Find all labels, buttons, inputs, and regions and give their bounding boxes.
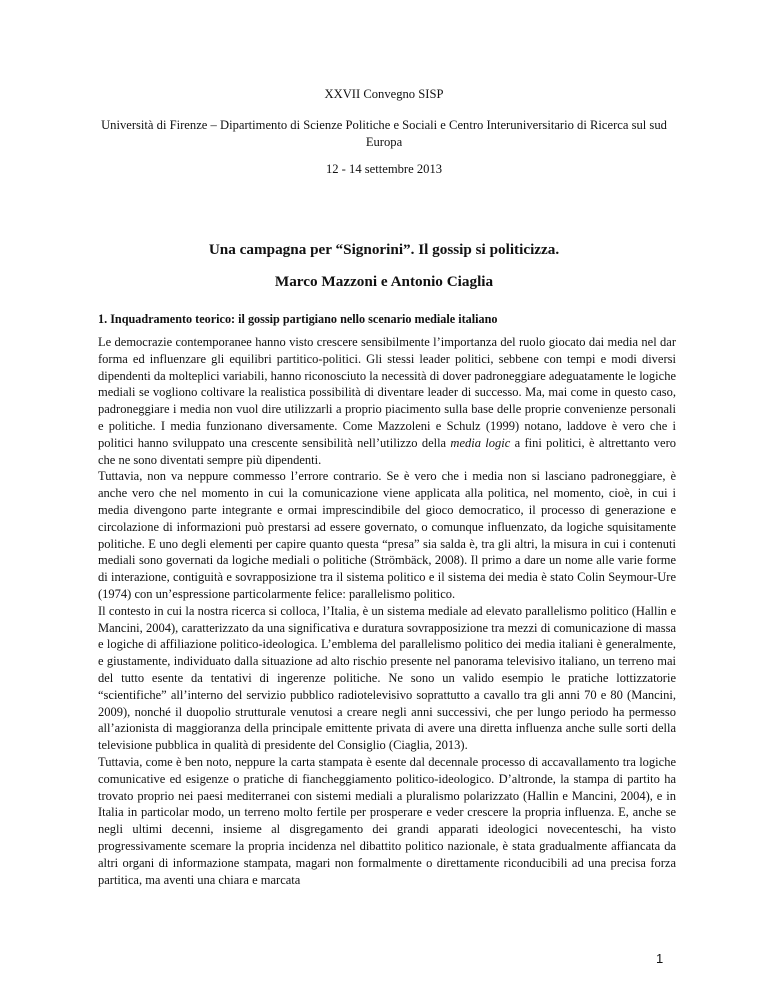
- paragraph-1: [98, 334, 676, 468]
- section-heading: 1. Inquadramento teorico: il gossip partigiano nello scenario mediale italiano: [98, 312, 498, 326]
- university-affiliation: Università di Firenze – Dipartimento di Scienze Politiche e Sociali e Centro Interuniversitario di Ricerca sul sud Europa: [101, 118, 667, 149]
- paper-title: Una campagna per “Signorini”. Il gossip si politicizza.: [208, 241, 560, 258]
- conference-name: XXVII Convegno SISP: [324, 87, 444, 101]
- paper-authors: Marco Mazzoni e Antonio Ciaglia: [274, 273, 494, 290]
- conference-dates: 12 - 14 settembre 2013: [325, 162, 443, 176]
- media-logic-term: media logic: [450, 435, 511, 450]
- page-number: 1: [656, 951, 664, 966]
- paragraph-4: Tuttavia, come è ben noto, neppure la carta stampata è esente dal decennale processo di accavallamento tra logiche comunicative ed esigenze o pratiche di fiancheggiamento politico-ideologico. D’altronde, la stampa di partito ha trovato proprio nei paesi mediterranei con sistemi mediali a pluralismo polarizzato (Hallin e Mancini, 2004), e in Italia in particolar modo, un terreno molto fertile per prosperare e veder crescere la propria influenza. E, anche se negli ultimi decenni, insieme al disgregamento dei grandi apparati ideologici novecenteschi, ha visto progressivamente scemare la propria incidenza nel dibattito politico nazionale, è stata gradualmente affiancata da altri organi di informazione stampata, magari non formalmente o direttamente riconducibili ad una precisa forza partitica, ma aventi una chiara e marcata: [98, 754, 676, 887]
- paragraph-1-text: Le democrazie contemporanee hanno visto crescere sensibilmente l’importanza del ruolo giocato dai media nel dar forma ed influenzare gli equilibri partitico-politici. Gli stessi leader politici, sebbene con tempi e modi diversi dipendenti da molteplici variabili, hanno riconosciuto la necessità di dover padroneggiare adeguatamente le logiche mediali se vogliono coltivare la realistica possibilità di diventare leader di successo. Ma, mai come in questo caso, padroneggiare i media non vuol dire utilizzarli a proprio piacimento sulla base delle proprie convenienze personali e politiche. I media funzionano diversamente. Come Mazzoleni e Schulz (1999) notano, laddove è vero che i politici hanno sviluppato una crescente sensibilità nell’utilizzo della: [98, 335, 676, 450]
- paragraph-3: Il contesto in cui la nostra ricerca si colloca, l’Italia, è un sistema mediale ad elevato parallelismo politico (Hallin e Mancini, 2004), caratterizzato da una significativa e duratura sovrapposizione tra mezzi di comunicazione di massa e logiche di affiliazione politico-ideologica. L’emblema del parallelismo politico dei media italiani è generalmente, e giustamente, individuato dalla situazione ad alto rischio presente nel panorama televisivo italiano, un terreno mai del tutto esente da tentativi di ingerenze politiche. Ne sono un valido esempio le pratiche lottizzatorie “scientifiche” all’interno del servizio pubblico radiotelevisivo soprattutto a cavallo tra gli anni 70 e 80 (Mancini, 2009), nonché il duopolio strutturale venutosi a creare negli anni successivi, che per lungo periodo ha permesso all’azionista di maggioranza della principale emittente privata di avere una diretta influenza anche sulle sorti della televisione pubblica in qualità di presidente del Consiglio (Ciaglia, 2013).: [98, 603, 676, 753]
- paragraph-2: Tuttavia, non va neppure commesso l’errore contrario. Se è vero che i media non si lasciano padroneggiare, è anche vero che nel momento in cui la comunicazione viene applicata alla politica, nel momento, cioè, in cui i media divengono parte integrante e ormai imprescindibile del gioco democratico, il processo di generazione e circolazione di informazioni può prestarsi ad essere governato, o comunque influenzato, da logiche squisitamente politiche. E uno degli elementi per capire quanto questa “presa” sia salda è, tra gli altri, la misura in cui i contenuti mediali sono governati da logiche mediali o politiche (Strömbäck, 2008). Il primo a dare un nome alle varie forme di interazione, contiguità e sovrapposizione tra il sistema politico e il sistema dei media è stato Colin Seymour-Ure (1974) con un’espressione particolarmente felice: parallelismo politico.: [98, 469, 676, 601]
- body-text: [98, 334, 676, 888]
- paragraph-1-end: a fini politici, è altrettanto vero che ne sono diventati sempre più dipendenti.: [98, 435, 677, 467]
